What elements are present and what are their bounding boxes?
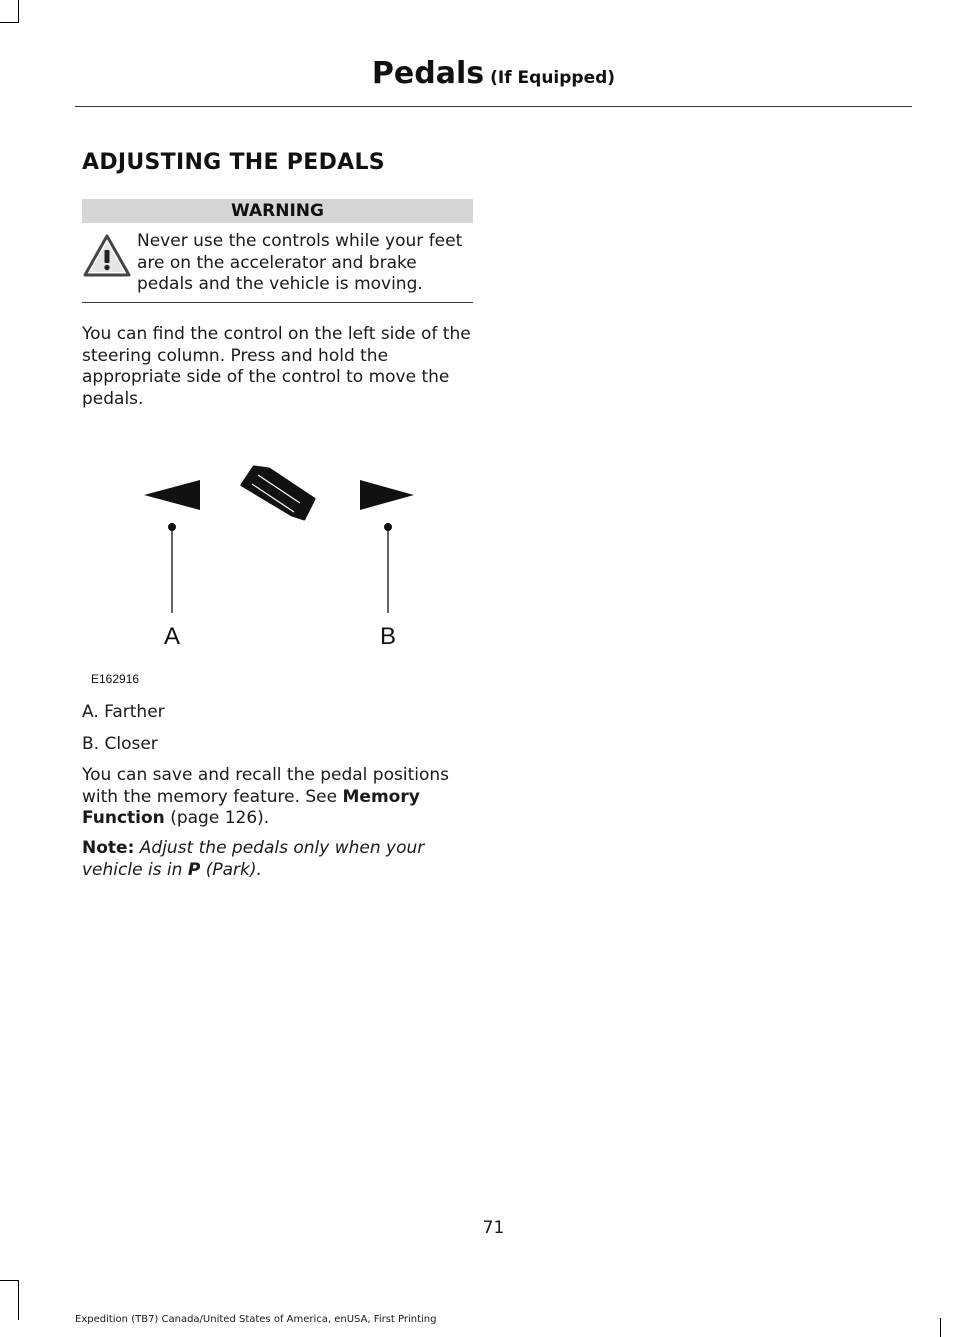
note-label: Note: xyxy=(82,838,135,858)
callout-leader-a xyxy=(168,523,176,613)
warning-triangle-icon xyxy=(82,233,132,279)
memory-text-suffix: (page 126). xyxy=(164,808,270,828)
figure-code: E162916 xyxy=(91,672,140,686)
callout-label-b: B xyxy=(379,623,397,650)
header-subtitle: (If Equipped) xyxy=(490,68,616,88)
crop-mark-top-left-h xyxy=(0,22,19,23)
memory-function-link[interactable]: Memory Function xyxy=(82,786,420,828)
crop-mark-bottom-left-v xyxy=(18,1280,19,1320)
memory-text-prefix: You can save and recall the pedal positions with the memory feature. See xyxy=(82,765,450,807)
legend-a: A. Farther xyxy=(82,702,165,722)
header-divider xyxy=(75,106,912,107)
right-arrow-icon xyxy=(360,480,414,510)
note-gear: P xyxy=(187,859,201,880)
legend-b: B. Closer xyxy=(82,734,158,754)
section-title: ADJUSTING THE PEDALS xyxy=(82,150,385,175)
page-header-title xyxy=(0,56,960,91)
memory-paragraph xyxy=(82,765,477,830)
callout-leader-b xyxy=(384,523,392,613)
note-paragraph xyxy=(82,838,477,881)
warning-text: Never use the controls while your feet are on the accelerator and brake pedals and the vehicle is moving. xyxy=(137,231,463,294)
crop-mark-bottom-right-v xyxy=(940,1318,941,1337)
header-title-text: Pedals xyxy=(371,56,485,91)
note-text-after: (Park). xyxy=(200,859,262,880)
callout-label-a: A xyxy=(163,623,181,650)
page-number: 71 xyxy=(482,1218,505,1238)
warning-heading: WARNING xyxy=(82,199,473,223)
left-arrow-icon xyxy=(144,480,200,510)
crop-mark-top-left-v xyxy=(18,0,19,22)
footer-text: Expedition (TB7) Canada/United States of America, enUSA, First Printing xyxy=(75,1314,437,1325)
warning-divider xyxy=(82,302,473,303)
intro-paragraph: You can find the control on the left side of the steering column. Press and hold the appropriate side of the control to move the pedals. xyxy=(82,324,471,409)
pedal-icon xyxy=(242,467,314,519)
crop-mark-bottom-left-h xyxy=(0,1280,19,1281)
note-text-before: Adjust the pedals only when your vehicle is in xyxy=(82,838,425,880)
pedal-control-figure xyxy=(82,455,482,695)
